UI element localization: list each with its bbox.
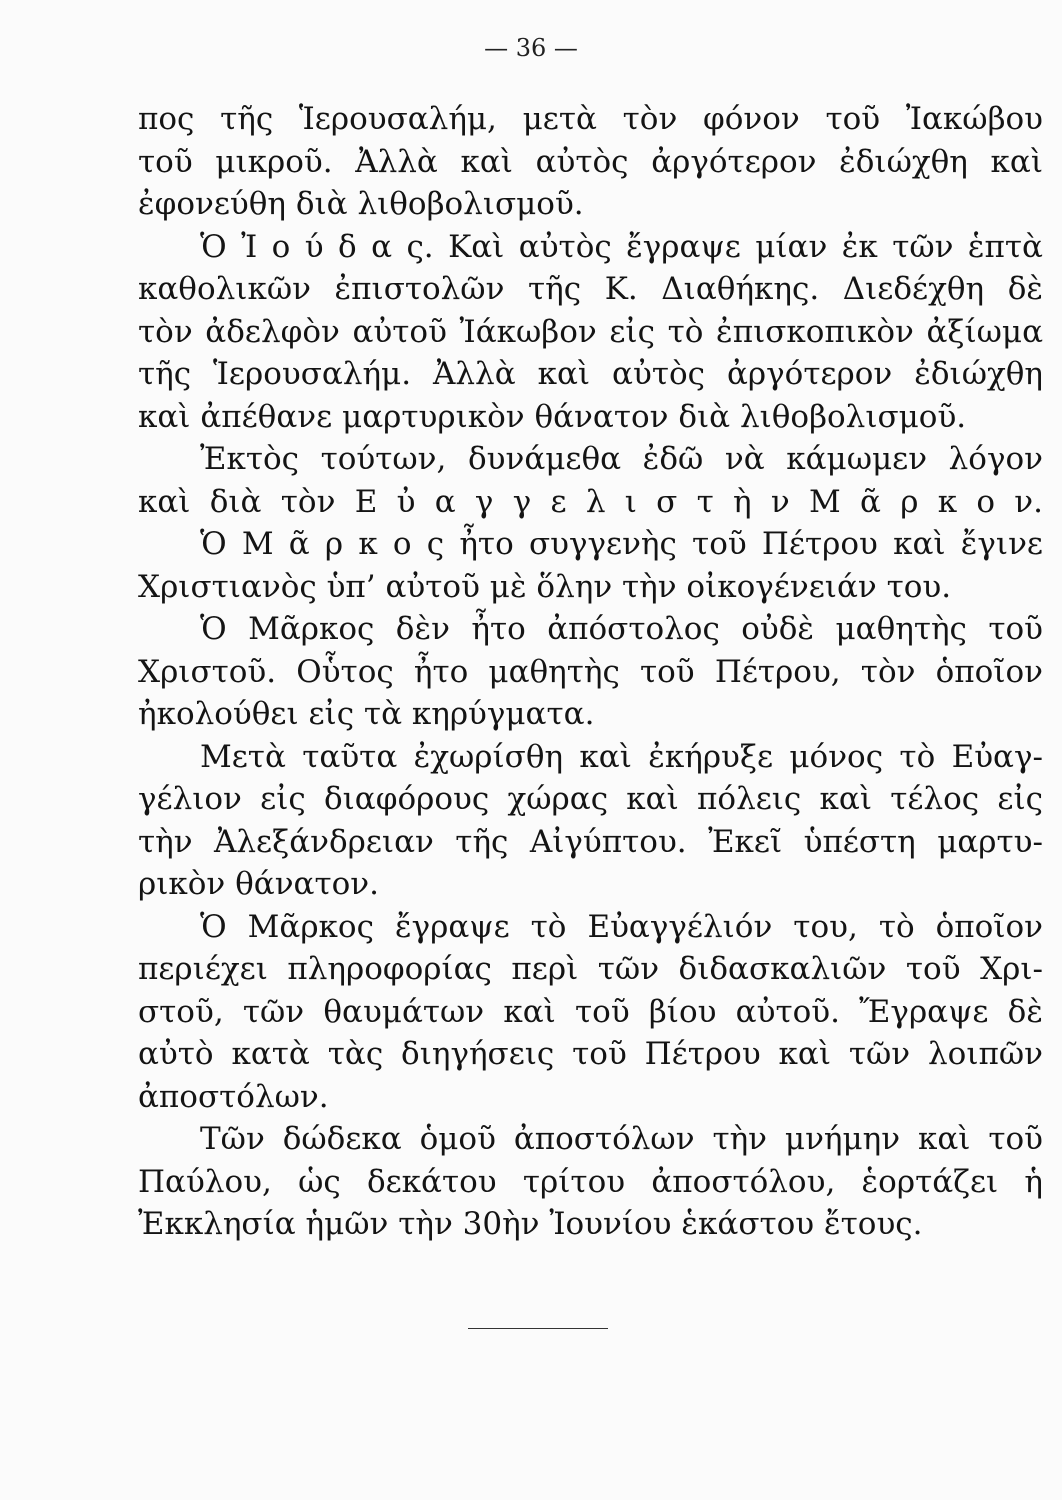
end-rule xyxy=(468,1328,608,1329)
text-line: τοῦ μικροῦ. Ἀλλὰ καὶ αὐτὸς ἀργότερον ἐδιώχθη καὶ xyxy=(138,143,1043,180)
text-line: καὶ διὰ τὸν Ε ὐ α γ γ ε λ ι σ τ ὴ ν Μ ᾶ ρ κ ο ν. xyxy=(138,483,1043,520)
text-line: Ὁ Ἰ ο ύ δ α ς. Καὶ αὐτὸς ἔγραψε μίαν ἐκ τῶν ἑπτὰ xyxy=(200,228,1043,265)
text-line: Τῶν δώδεκα ὁμοῦ ἀποστόλων τὴν μνήμην καὶ τοῦ xyxy=(200,1121,1043,1157)
text-line: Χριστοῦ. Οὗτος ἦτο μαθητὴς τοῦ Πέτρου, τὸν ὁποῖον xyxy=(138,653,1043,690)
body-text xyxy=(138,98,1043,1246)
text-line: Μετὰ ταῦτα ἐχωρίσθη καὶ ἐκήρυξε μόνος τὸ Εὐαγ- xyxy=(200,738,1043,775)
text-line: ἠκολούθει εἰς τὰ κηρύγματα. xyxy=(138,696,595,732)
text-line: Ἐκκλησία ἡμῶν τὴν 30ὴν Ἰουνίου ἑκάστου ἔτους. xyxy=(138,1206,923,1242)
text-line: Ἐκτὸς τούτων, δυνάμεθα ἐδῶ νὰ κάμωμεν λόγον xyxy=(200,441,1043,477)
text-line: καὶ ἀπέθανε μαρτυρικὸν θάνατον διὰ λιθοβολισμοῦ. xyxy=(138,398,967,435)
text-line: αὐτὸ κατὰ τὰς διηγήσεις τοῦ Πέτρου καὶ τῶν λοιπῶν xyxy=(138,1036,1043,1072)
text-line: πος τῆς Ἱερουσαλήμ, μετὰ τὸν φόνον τοῦ Ἰακώβου xyxy=(138,101,1043,137)
text-line: καθολικῶν ἐπιστολῶν τῆς Κ. Διαθήκης. Διεδέχθη δὲ xyxy=(138,271,1043,307)
text-line: ἐφονεύθη διὰ λιθοβολισμοῦ. xyxy=(138,186,584,222)
text-line: τῆς Ἱερουσαλήμ. Ἀλλὰ καὶ αὐτὸς ἀργότερον ἐδιώχθη xyxy=(138,356,1043,392)
text-line: ρικὸν θάνατον. xyxy=(138,866,380,902)
page-number: — 36 — xyxy=(484,34,578,62)
text-line: ἀποστόλων. xyxy=(138,1078,329,1115)
text-line: Ὁ Μᾶρκος ἔγραψε τὸ Εὐαγγέλιόν του, τὸ ὁποῖον xyxy=(200,908,1043,945)
text-line: στοῦ, τῶν θαυμάτων καὶ τοῦ βίου αὐτοῦ. Ἔγραψε δὲ xyxy=(138,993,1043,1030)
text-line: τὸν ἀδελφὸν αὐτοῦ Ἰάκωβον εἰς τὸ ἐπισκοπικὸν ἀξίωμα xyxy=(138,313,1043,350)
text-line: Ὁ Μ ᾶ ρ κ ο ς ἦτο συγγενὴς τοῦ Πέτρου καὶ ἔγινε xyxy=(200,526,1043,562)
text-line: Χριστιανὸς ὑπ’ αὐτοῦ μὲ ὅλην τὴν οἰκογένειάν του. xyxy=(138,568,952,605)
text-line: γέλιον εἰς διαφόρους χώρας καὶ πόλεις καὶ τέλος εἰς xyxy=(138,781,1043,817)
text-line: περιέχει πληροφορίας περὶ τῶν διδασκαλιῶν τοῦ Χρι- xyxy=(138,951,1043,987)
text-line: Παύλου, ὡς δεκάτου τρίτου ἀποστόλου, ἑορτάζει ἡ xyxy=(138,1163,1043,1200)
text-line: Ὁ Μᾶρκος δὲν ἦτο ἀπόστολος οὐδὲ μαθητὴς τοῦ xyxy=(200,611,1043,647)
text-line: τὴν Ἀλεξάνδρειαν τῆς Αἰγύπτου. Ἐκεῖ ὑπέστη μαρτυ- xyxy=(138,823,1043,860)
